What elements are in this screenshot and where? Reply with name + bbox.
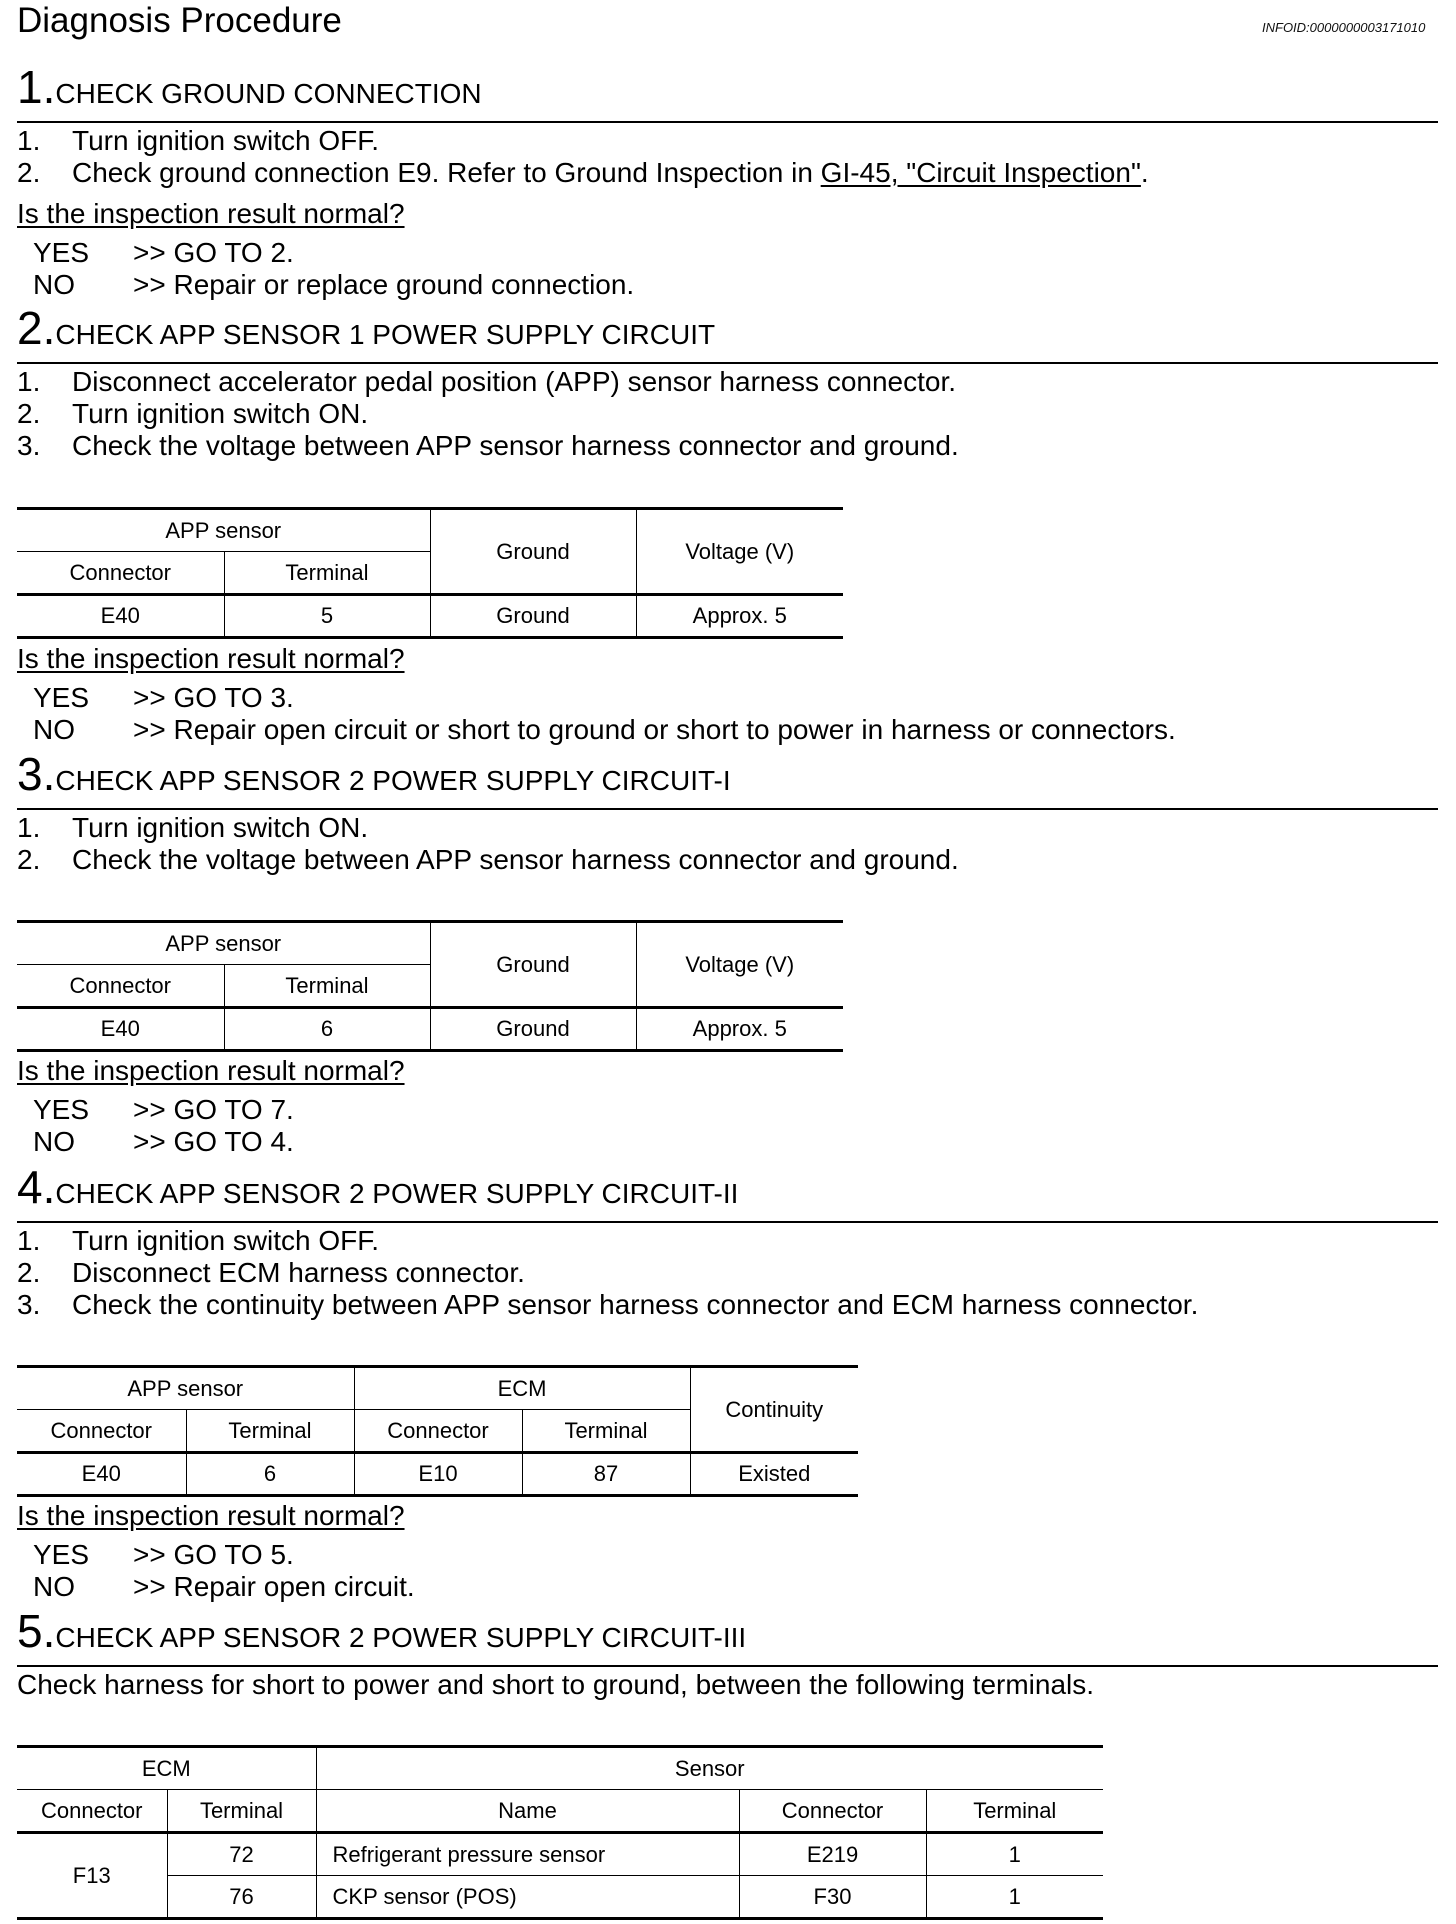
list-number: 2. [17, 844, 41, 875]
list-number: 2. [17, 1257, 41, 1288]
list-number: 3. [17, 430, 41, 461]
list-item: Check the voltage between APP sensor harness connector and ground. [72, 430, 959, 461]
inspection-question[interactable]: Is the inspection result normal? [17, 643, 405, 674]
list-item: Turn ignition switch ON. [72, 812, 369, 843]
yes-label: YES [33, 1094, 90, 1125]
no-label: NO [33, 269, 75, 300]
list-item: Disconnect ECM harness connector. [72, 1257, 525, 1288]
table-cell: 87 [522, 1453, 690, 1496]
step-number: 4. [17, 1161, 56, 1213]
table-cell: Refrigerant pressure sensor [316, 1833, 739, 1876]
step-title: CHECK APP SENSOR 2 POWER SUPPLY CIRCUIT-II [55, 1178, 739, 1209]
table-cell: Ground [430, 595, 636, 638]
list-item: Check the continuity between APP sensor harness connector and ECM harness connector. [72, 1289, 1199, 1320]
step-number: 1. [17, 61, 56, 113]
short-check-table [17, 1745, 1103, 1920]
table-cell: E40 [17, 1008, 224, 1051]
table-header: Voltage (V) [636, 922, 843, 1008]
list-number: 2. [17, 398, 41, 429]
table-header: ECM [354, 1367, 690, 1410]
continuity-table [17, 1365, 858, 1497]
table-cell: F13 [17, 1833, 167, 1919]
table-header: Terminal [926, 1790, 1103, 1833]
yes-result: >> GO TO 2. [133, 237, 294, 268]
step-number: 3. [17, 748, 56, 800]
divider [17, 362, 1438, 364]
table-header: APP sensor [17, 922, 430, 965]
table-row [17, 1876, 1103, 1919]
list-item: Turn ignition switch OFF. [72, 125, 380, 156]
table-header: Terminal [186, 1410, 354, 1453]
table-header: ECM [17, 1747, 316, 1790]
step-5-heading [17, 1605, 747, 1657]
step-number: 2. [17, 302, 56, 354]
list-item [72, 157, 1149, 189]
table-cell: E219 [739, 1833, 926, 1876]
table-cell: 76 [167, 1876, 316, 1919]
table-cell: Ground [430, 1008, 636, 1051]
step-title: CHECK APP SENSOR 2 POWER SUPPLY CIRCUIT-I [55, 765, 731, 796]
table-cell: 5 [224, 595, 430, 638]
list-item: Check the voltage between APP sensor harness connector and ground. [72, 844, 959, 875]
table-header: Connector [17, 1790, 167, 1833]
table-header: Terminal [522, 1410, 690, 1453]
table-header: APP sensor [17, 509, 430, 552]
table-cell: E40 [17, 595, 224, 638]
table-cell: 6 [224, 1008, 430, 1051]
no-result: >> Repair or replace ground connection. [133, 269, 635, 300]
list-item-text: . [1140, 157, 1149, 188]
table-header: APP sensor [17, 1367, 354, 1410]
table-row [17, 1833, 1103, 1876]
yes-result: >> GO TO 7. [133, 1094, 294, 1125]
divider [17, 808, 1438, 810]
step-title: CHECK GROUND CONNECTION [55, 78, 482, 109]
circuit-inspection-link[interactable]: GI-45, "Circuit Inspection" [820, 157, 1141, 188]
list-number: 1. [17, 366, 41, 397]
table-header: Connector [354, 1410, 522, 1453]
table-cell: 1 [926, 1833, 1103, 1876]
no-label: NO [33, 1126, 75, 1157]
table-cell: E40 [17, 1453, 186, 1496]
table-cell: Approx. 5 [636, 595, 843, 638]
table-cell: 72 [167, 1833, 316, 1876]
list-number: 1. [17, 125, 41, 156]
instruction-text: Check harness for short to power and short to ground, between the following terminals. [17, 1669, 1095, 1700]
yes-label: YES [33, 682, 90, 713]
yes-result: >> GO TO 5. [133, 1539, 294, 1570]
table-header: Name [316, 1790, 739, 1833]
inspection-question[interactable]: Is the inspection result normal? [17, 1055, 405, 1086]
voltage-table [17, 507, 843, 639]
yes-result: >> GO TO 3. [133, 682, 294, 713]
table-header: Terminal [167, 1790, 316, 1833]
divider [17, 121, 1438, 123]
table-header: Continuity [690, 1367, 858, 1453]
table-cell: F30 [739, 1876, 926, 1919]
no-label: NO [33, 714, 75, 745]
list-item: Turn ignition switch ON. [72, 398, 369, 429]
divider [17, 1221, 1438, 1223]
step-4-heading [17, 1161, 739, 1213]
voltage-table [17, 920, 843, 1052]
step-1-heading [17, 61, 482, 113]
list-item: Disconnect accelerator pedal position (APP) sensor harness connector. [72, 366, 957, 397]
step-2-heading [17, 302, 716, 354]
table-header: Sensor [316, 1747, 1103, 1790]
list-item-text: Check ground connection E9. Refer to Ground Inspection in [72, 157, 821, 188]
table-header: Connector [17, 965, 224, 1008]
table-cell: 6 [186, 1453, 354, 1496]
step-title: CHECK APP SENSOR 2 POWER SUPPLY CIRCUIT-III [55, 1622, 747, 1653]
no-result: >> GO TO 4. [133, 1126, 294, 1157]
info-id: INFOID:0000000003171010 [1262, 20, 1426, 35]
step-number: 5. [17, 1605, 56, 1657]
table-cell: 1 [926, 1876, 1103, 1919]
table-header: Connector [739, 1790, 926, 1833]
inspection-question[interactable]: Is the inspection result normal? [17, 198, 405, 229]
list-number: 2. [17, 157, 41, 188]
list-number: 3. [17, 1289, 41, 1320]
step-3-heading [17, 748, 731, 800]
yes-label: YES [33, 1539, 90, 1570]
table-cell: Existed [690, 1453, 858, 1496]
step-title: CHECK APP SENSOR 1 POWER SUPPLY CIRCUIT [55, 319, 716, 350]
table-cell: Approx. 5 [636, 1008, 843, 1051]
table-header: Connector [17, 1410, 186, 1453]
table-header: Ground [430, 509, 636, 595]
inspection-question[interactable]: Is the inspection result normal? [17, 1500, 405, 1531]
no-result: >> Repair open circuit or short to ground or short to power in harness or connectors. [133, 714, 1176, 745]
list-item: Turn ignition switch OFF. [72, 1225, 380, 1256]
yes-label: YES [33, 237, 90, 268]
table-cell: CKP sensor (POS) [316, 1876, 739, 1919]
table-header: Voltage (V) [636, 509, 843, 595]
page-title: Diagnosis Procedure [17, 1, 342, 40]
no-result: >> Repair open circuit. [133, 1571, 415, 1602]
no-label: NO [33, 1571, 75, 1602]
table-header: Terminal [224, 552, 430, 595]
list-number: 1. [17, 1225, 41, 1256]
divider [17, 1665, 1438, 1667]
table-cell: E10 [354, 1453, 522, 1496]
list-number: 1. [17, 812, 41, 843]
table-header: Ground [430, 922, 636, 1008]
table-header: Connector [17, 552, 224, 595]
table-header: Terminal [224, 965, 430, 1008]
